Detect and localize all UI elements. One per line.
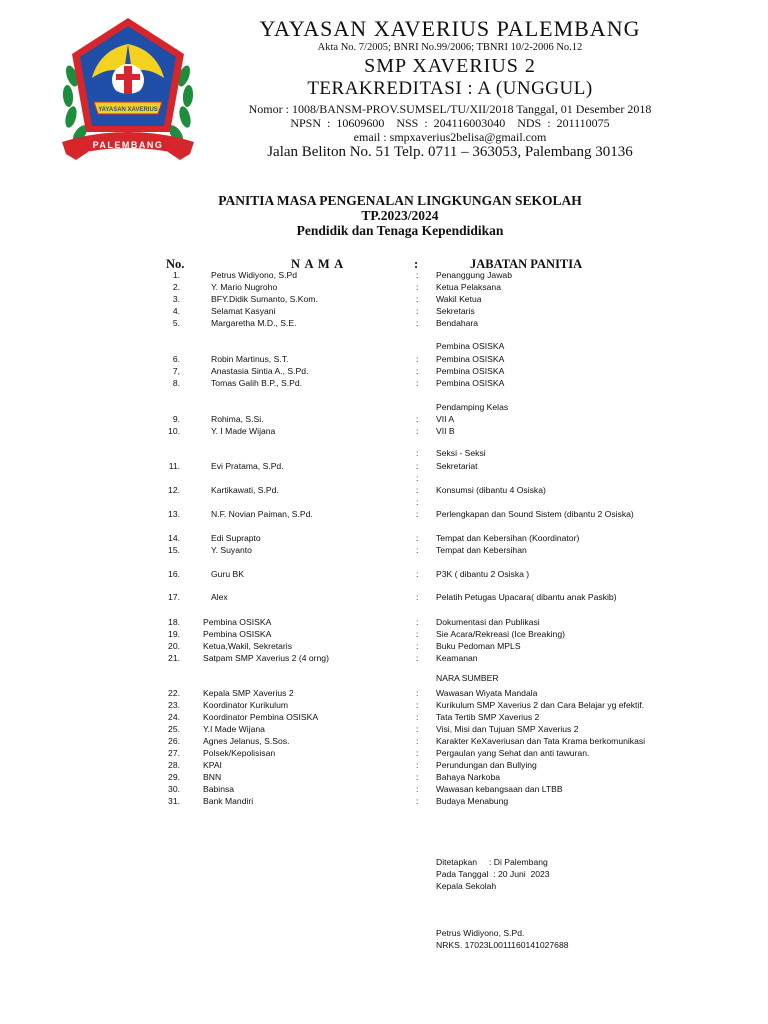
row-jabatan: VII A <box>436 414 455 424</box>
row-jabatan: Karakter KeXaveriusan dan Tata Krama berkomunikasi <box>436 736 646 746</box>
row-number: 9. <box>172 414 180 424</box>
address-line: Jalan Beliton No. 51 Telp. 0711 – 363053, Palembang 30136 <box>267 144 633 160</box>
row-jabatan: Penanggung Jawab <box>436 270 512 280</box>
row-colon: : <box>416 712 419 722</box>
akta-line: Akta No. 7/2005; BNRI No.99/2006; TBNRI 10/2-2006 No.12 <box>317 42 583 53</box>
row-colon: : <box>416 270 419 280</box>
row-jabatan: Sekretaris <box>436 306 475 316</box>
table-row <box>0 353 768 365</box>
row-name: Evi Pratama, S.Pd. <box>211 461 284 471</box>
row-jabatan: Pembina OSISKA <box>436 378 505 388</box>
row-number: 24. <box>168 712 180 722</box>
row-jabatan: Bendahara <box>436 318 479 328</box>
row-jabatan: VII B <box>436 426 455 436</box>
section-label-pendamping: Pendamping Kelas <box>436 402 509 412</box>
table-row <box>0 723 768 735</box>
row-jabatan: Tata Tertib SMP Xaverius 2 <box>436 712 540 722</box>
document-year: TP.2023/2024 <box>361 208 439 223</box>
row-colon: : <box>416 592 419 602</box>
row-colon: : <box>416 784 419 794</box>
row-jabatan: Ketua Pelaksana <box>436 282 501 292</box>
table-row <box>0 269 768 281</box>
row-number: 18. <box>168 617 180 627</box>
row-name: Bank Mandiri <box>203 796 254 806</box>
table-row <box>0 771 768 783</box>
row-jabatan: Wawasan Wiyata Mandala <box>436 688 538 698</box>
yayasan-xaverius-logo <box>58 14 198 169</box>
row-number: 27. <box>168 748 180 758</box>
row-number: 2. <box>172 282 180 292</box>
table-row <box>0 544 768 556</box>
row-colon: : <box>416 318 419 328</box>
row-jabatan: Pergaulan yang Sehat dan anti tawuran. <box>436 748 590 758</box>
row-number: 11. <box>168 461 180 471</box>
row-colon: : <box>416 545 419 555</box>
row-name: BNN <box>203 772 222 782</box>
row-name: Tomas Galih B.P., S.Pd. <box>211 378 303 388</box>
row-colon: : <box>416 378 419 388</box>
column-header-nama: N A M A <box>291 257 345 271</box>
row-colon: : <box>416 736 419 746</box>
section-label-nara-sumber: NARA SUMBER <box>436 673 499 683</box>
yayasan-name: YAYASAN XAVERIUS PALEMBANG <box>259 16 641 41</box>
row-jabatan: Dokumentasi dan Publikasi <box>436 617 540 627</box>
row-colon: : <box>416 617 419 627</box>
table-row <box>0 317 768 329</box>
row-name: N.F. Novian Paiman, S.Pd. <box>211 509 313 519</box>
table-row <box>0 699 768 711</box>
row-jabatan: Konsumsi (dibantu 4 Osiska) <box>436 485 546 495</box>
row-name: Koordinator Pembina OSISKA <box>203 712 319 722</box>
table-row <box>0 508 768 520</box>
row-number: 8. <box>172 378 180 388</box>
row-colon: : <box>416 306 419 316</box>
svg-text:YAYASAN XAVERIUS: YAYASAN XAVERIUS <box>98 107 158 113</box>
row-jabatan: Buku Pedoman MPLS <box>436 641 521 651</box>
table-row <box>0 652 768 664</box>
row-number: 25. <box>168 724 180 734</box>
row-jabatan: Wawasan kebangsaan dan LTBB <box>436 784 563 794</box>
row-number: 10. <box>168 426 180 436</box>
row-name: Kepala SMP Xaverius 2 <box>203 688 294 698</box>
table-row <box>0 460 768 472</box>
row-name: KPAI <box>203 760 222 770</box>
signer-name: Petrus Widiyono, S.Pd. <box>436 928 525 938</box>
table-row <box>0 305 768 317</box>
row-number: 3. <box>172 294 180 304</box>
row-jabatan: Wakil Ketua <box>436 294 482 304</box>
table-row <box>0 628 768 640</box>
row-number: 22. <box>168 688 180 698</box>
row-number: 5. <box>172 318 180 328</box>
column-header-colon: : <box>414 257 419 271</box>
row-number: 23. <box>168 700 180 710</box>
school-name: SMP XAVERIUS 2 <box>364 55 536 77</box>
row-number: 12. <box>168 485 180 495</box>
row-name: Rohima, S.Si. <box>211 414 264 424</box>
row-number: 15. <box>168 545 180 555</box>
nomor-line: Nomor : 1008/BANSM-PROV.SUMSEL/TU/XII/2018 Tanggal, 01 Desember 2018 <box>248 102 652 116</box>
row-name: Selamat Kasyani <box>211 306 276 316</box>
signer-title: Kepala Sekolah <box>436 881 497 891</box>
row-number: 6. <box>172 354 180 364</box>
row-jabatan: Perlengkapan dan Sound Sistem (dibantu 2 Osiska) <box>436 509 634 519</box>
row-colon: : <box>416 354 419 364</box>
row-name: Guru BK <box>211 569 244 579</box>
row-name: Y.I Made Wijana <box>203 724 265 734</box>
table-row <box>0 591 768 603</box>
ditetapkan-line: Ditetapkan : Di Palembang <box>436 857 548 867</box>
row-number: 26. <box>168 736 180 746</box>
table-row <box>0 293 768 305</box>
row-jabatan: Sekretariat <box>436 461 478 471</box>
row-number: 1. <box>172 270 180 280</box>
table-row <box>0 783 768 795</box>
row-colon: : <box>416 294 419 304</box>
table-row <box>0 377 768 389</box>
row-jabatan: Sie Acara/Rekreasi (Ice Breaking) <box>436 629 565 639</box>
row-name: Satpam SMP Xaverius 2 (4 orng) <box>203 653 329 663</box>
column-header-jabatan: JABATAN PANITIA <box>470 257 583 271</box>
row-colon: : <box>416 485 419 495</box>
row-colon: : <box>416 700 419 710</box>
row-name: Y. Mario Nugroho <box>211 282 278 292</box>
row-jabatan: Tempat dan Kebersihan <box>436 545 527 555</box>
row-number: 14. <box>168 533 180 543</box>
row-colon: : <box>416 688 419 698</box>
colon-mark: : <box>416 448 419 458</box>
row-colon: : <box>416 772 419 782</box>
table-row <box>0 735 768 747</box>
row-colon: : <box>416 533 419 543</box>
row-number: 31. <box>168 796 180 806</box>
row-colon: : <box>416 641 419 651</box>
row-jabatan: Pembina OSISKA <box>436 366 505 376</box>
section-label-seksi: Seksi - Seksi <box>436 448 486 458</box>
row-number: 17. <box>168 592 180 602</box>
row-number: 28. <box>168 760 180 770</box>
row-jabatan: Tempat dan Kebersihan (Koordinator) <box>436 533 580 543</box>
row-colon: : <box>416 509 419 519</box>
row-number: 4. <box>172 306 180 316</box>
row-name: Margaretha M.D., S.E. <box>211 318 297 328</box>
table-row <box>0 484 768 496</box>
row-name: Polsek/Kepolisisan <box>203 748 276 758</box>
colon-mark: : <box>416 497 419 507</box>
row-colon: : <box>416 366 419 376</box>
row-name: Agnes Jelanus, S.Sos. <box>203 736 290 746</box>
row-number: 19. <box>168 629 180 639</box>
row-name: Alex <box>211 592 228 602</box>
row-number: 13. <box>168 509 180 519</box>
row-jabatan: Budaya Menabung <box>436 796 509 806</box>
table-row <box>0 532 768 544</box>
row-name: Pembina OSISKA <box>203 629 272 639</box>
signer-nrks: NRKS. 17023L0011160141027688 <box>436 940 569 950</box>
row-colon: : <box>416 461 419 471</box>
table-row <box>0 687 768 699</box>
row-name: Y. I Made Wijana <box>211 426 276 436</box>
row-colon: : <box>416 748 419 758</box>
row-name: Pembina OSISKA <box>203 617 272 627</box>
row-jabatan: P3K ( dibantu 2 Osiska ) <box>436 569 530 579</box>
row-colon: : <box>416 629 419 639</box>
row-number: 29. <box>168 772 180 782</box>
table-row <box>0 616 768 628</box>
row-name: Koordinator Kurikulum <box>203 700 289 710</box>
row-name: Petrus Widiyono, S.Pd <box>211 270 297 280</box>
column-header-no: No. <box>166 257 185 271</box>
row-colon: : <box>416 724 419 734</box>
table-row <box>0 640 768 652</box>
colon-mark: : <box>416 473 419 483</box>
table-row <box>0 413 768 425</box>
row-jabatan: Pelatih Petugas Upacara( dibantu anak Paskib) <box>436 592 617 602</box>
row-name: Kartikawati, S.Pd. <box>211 485 279 495</box>
row-name: Robin Martinus, S.T. <box>211 354 289 364</box>
document-subtitle: Pendidik dan Tenaga Kependidikan <box>296 223 504 238</box>
row-number: 30. <box>168 784 180 794</box>
row-colon: : <box>416 760 419 770</box>
tanggal-line: Pada Tanggal : 20 Juni 2023 <box>436 869 550 879</box>
section-label-pembina: Pembina OSISKA <box>436 341 505 351</box>
row-jabatan: Perundungan dan Bullying <box>436 760 537 770</box>
row-jabatan: Visi, Misi dan Tujuan SMP Xaverius 2 <box>436 724 579 734</box>
table-row <box>0 568 768 580</box>
row-number: 16. <box>168 569 180 579</box>
row-name: Ketua,Wakil, Sekretaris <box>203 641 292 651</box>
row-number: 20. <box>168 641 180 651</box>
npsn-line: NPSN : 10609600 NSS : 204116003040 NDS : 201110075 <box>290 116 610 130</box>
akreditasi-line: TERAKREDITASI : A (UNGGUL) <box>307 78 593 99</box>
document-title: PANITIA MASA PENGENALAN LINGKUNGAN SEKOLAH <box>218 193 582 208</box>
table-row <box>0 747 768 759</box>
row-colon: : <box>416 282 419 292</box>
row-name: BFY.Didik Sumanto, S.Kom. <box>211 294 318 304</box>
row-name: Edi Suprapto <box>211 533 261 543</box>
row-name: Anastasia Sintia A., S.Pd. <box>211 366 309 376</box>
table-row <box>0 759 768 771</box>
table-row <box>0 425 768 437</box>
email-line: email : smpxaverius2belisa@gmail.com <box>353 130 547 144</box>
row-jabatan: Bahaya Narkoba <box>436 772 501 782</box>
row-number: 21. <box>168 653 180 663</box>
row-number: 7, <box>172 366 180 376</box>
table-row <box>0 795 768 807</box>
row-jabatan: Keamanan <box>436 653 478 663</box>
row-colon: : <box>416 796 419 806</box>
table-row <box>0 711 768 723</box>
row-name: Babinsa <box>203 784 235 794</box>
row-colon: : <box>416 653 419 663</box>
table-row <box>0 281 768 293</box>
row-name: Y. Suyanto <box>211 545 252 555</box>
row-colon: : <box>416 414 419 424</box>
row-colon: : <box>416 426 419 436</box>
svg-text:PALEMBANG: PALEMBANG <box>92 140 164 150</box>
table-row <box>0 365 768 377</box>
row-colon: : <box>416 569 419 579</box>
row-jabatan: Kurikulum SMP Xaverius 2 dan Cara Belajar yg efektif. <box>436 700 645 710</box>
row-jabatan: Pembina OSISKA <box>436 354 505 364</box>
